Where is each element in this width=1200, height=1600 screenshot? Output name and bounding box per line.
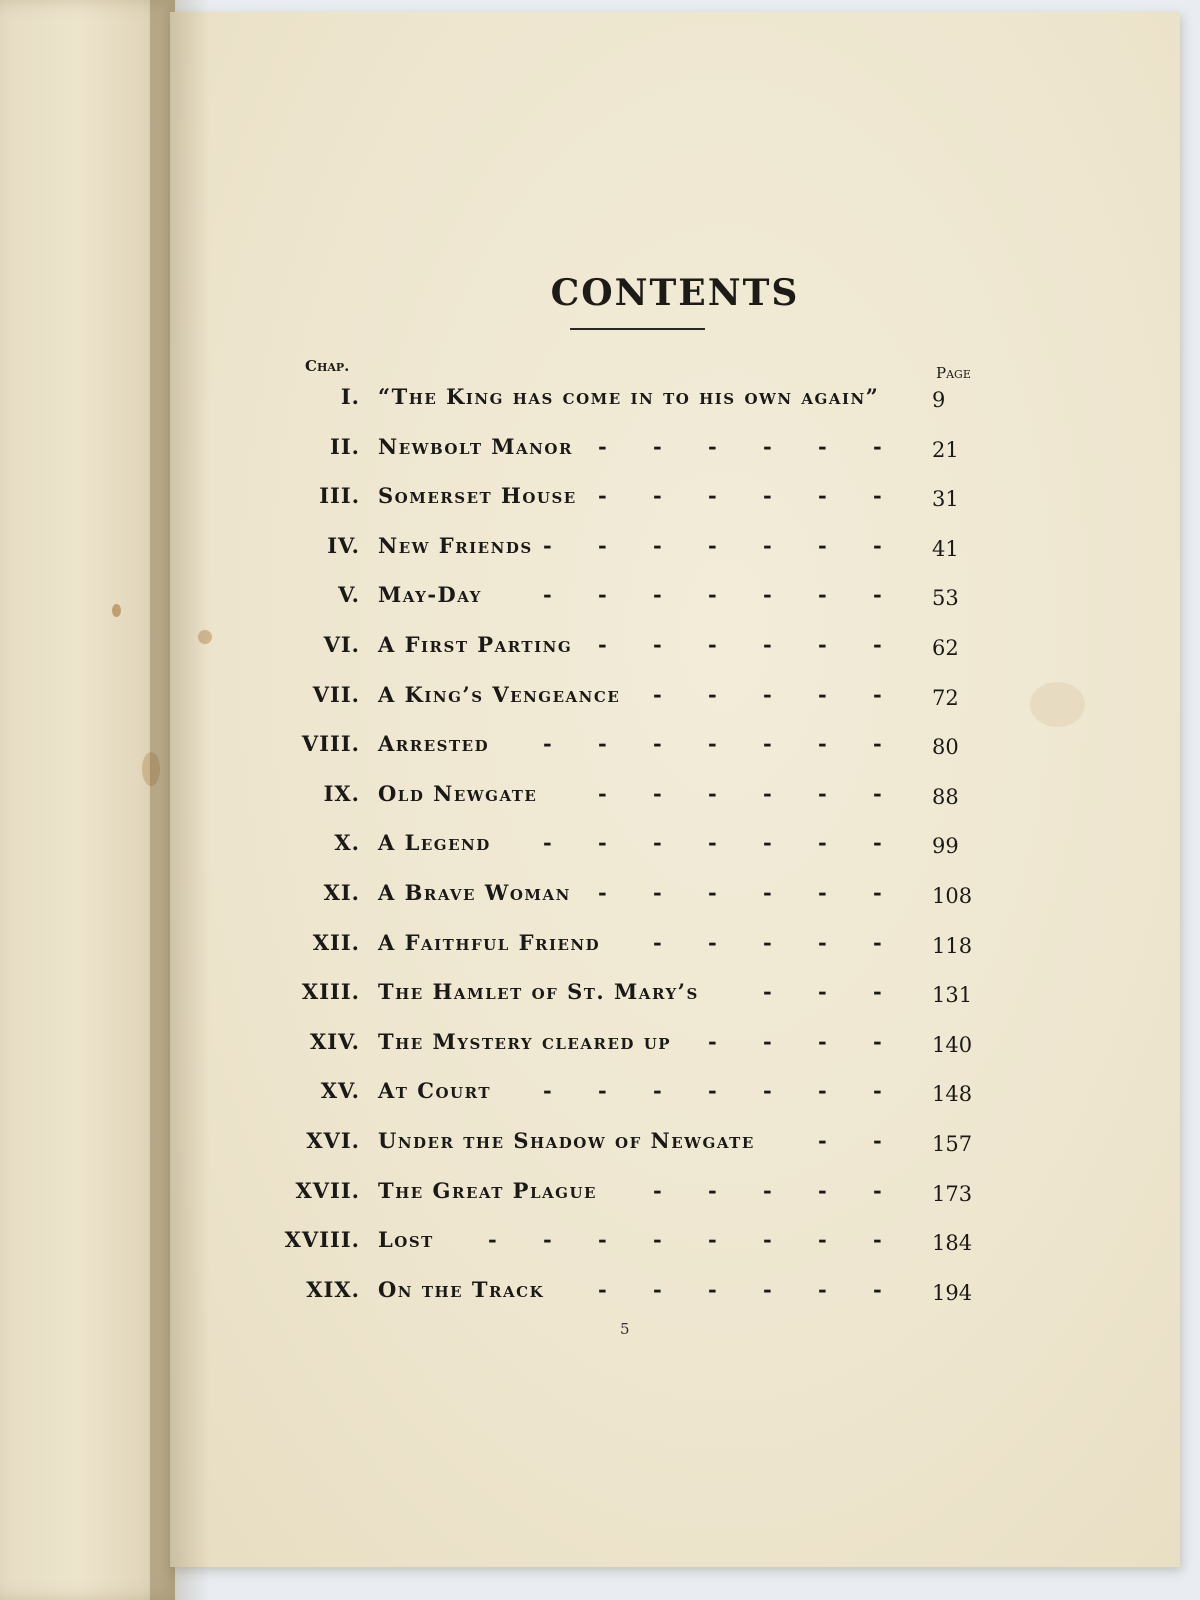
contents-row: X. A Legend 99 - - - - - - - <box>170 830 1180 880</box>
chapter-title: Somerset House <box>378 483 577 509</box>
chapter-number: XIV. <box>309 1028 360 1054</box>
chapter-page-number: 173 <box>932 1181 973 1206</box>
chapter-number: XVIII. <box>284 1227 360 1253</box>
contents-row: VIII. Arrested 80 - - - - - - - <box>170 731 1180 781</box>
chapter-page-number: 131 <box>932 983 973 1008</box>
chapter-title: The Great Plague <box>378 1177 597 1203</box>
chapter-number: XVI. <box>306 1127 360 1153</box>
chapter-title: Arrested <box>378 731 490 757</box>
chapter-title: A Legend <box>378 830 491 856</box>
book-page <box>170 12 1180 1567</box>
contents-row: IV. New Friends 41 - - - - - - - <box>170 533 1180 583</box>
chapter-title: “The King has come in to his own again” <box>378 384 880 409</box>
chapter-number: VIII. <box>301 731 360 757</box>
chapter-number: VI. <box>323 631 360 657</box>
foxing-spot <box>112 604 121 617</box>
chapter-page-number: 9 <box>932 388 946 412</box>
chapter-page-number: 62 <box>932 635 959 660</box>
chapter-number: III. <box>319 483 360 509</box>
chapter-title: Old Newgate <box>378 780 538 806</box>
chapter-page-number: 99 <box>932 834 959 859</box>
contents-row: VII. A King’s Vengeance 72 - - - - - <box>170 682 1180 732</box>
chapter-page-number: 148 <box>932 1082 973 1107</box>
chapter-title: A Faithful Friend <box>378 929 601 955</box>
chapter-title: Newbolt Manor <box>378 433 573 459</box>
chapter-number: V. <box>338 582 360 608</box>
contents-row: V. May-Day 53 - - - - - - - <box>170 582 1180 632</box>
contents-row: XIX. On the Track 194 - - - - - - <box>170 1277 1180 1327</box>
chapter-page-number: 72 <box>932 685 959 710</box>
chapter-page-number: 118 <box>932 933 973 958</box>
chapter-page-number: 194 <box>932 1280 973 1305</box>
chapter-number: XIII. <box>301 979 360 1005</box>
chapter-page-number: 21 <box>932 437 959 462</box>
chapter-page-number: 53 <box>932 586 959 611</box>
chapter-page-number: 157 <box>932 1131 973 1156</box>
contents-list <box>170 384 1180 1326</box>
page-number: 5 <box>620 1320 630 1338</box>
page-title: CONTENTS <box>550 272 800 315</box>
chapter-title: May-Day <box>378 582 482 608</box>
contents-row: XII. A Faithful Friend 118 - - - - - <box>170 930 1180 980</box>
contents-row <box>170 384 1180 434</box>
chapter-number: VII. <box>312 681 360 707</box>
contents-row: XI. A Brave Woman 108 - - - - - - <box>170 880 1180 930</box>
left-page-edge <box>0 0 175 1600</box>
chapter-page-number: 184 <box>932 1231 973 1256</box>
chapter-number: XI. <box>323 879 360 905</box>
chapter-page-number: 140 <box>932 1032 973 1057</box>
chapter-title: Under the Shadow of Newgate <box>378 1127 755 1153</box>
chapter-title: The Hamlet of St. Mary’s <box>378 979 699 1005</box>
title-rule <box>570 328 705 330</box>
chapter-title: Lost <box>378 1227 434 1253</box>
chapter-number: I. <box>340 384 360 409</box>
chapter-number: X. <box>334 830 360 856</box>
chapter-number: XVII. <box>295 1177 360 1203</box>
chapter-number: XV. <box>320 1078 360 1104</box>
chapter-title: A First Parting <box>378 631 573 657</box>
chapter-page-number: 41 <box>932 536 959 561</box>
page-column-header: Page <box>936 364 971 382</box>
chapter-title: New Friends <box>378 532 533 558</box>
chap-column-header: Chap. <box>305 357 350 375</box>
contents-row: XVIII. Lost 184 - - - - - - - - <box>170 1227 1180 1277</box>
contents-row: XVII. The Great Plague 173 - - - - - <box>170 1178 1180 1228</box>
chapter-title: The Mystery cleared up <box>378 1028 672 1054</box>
contents-row: II. Newbolt Manor 21 - - - - - - <box>170 434 1180 484</box>
chapter-number: XII. <box>312 929 360 955</box>
chapter-page-number: 80 <box>932 735 959 760</box>
chapter-title: On the Track <box>378 1276 545 1302</box>
chapter-page-number: 88 <box>932 784 959 809</box>
contents-row: IX. Old Newgate 88 - - - - - - <box>170 781 1180 831</box>
contents-row: XIV. The Mystery cleared up 140 - - - - <box>170 1029 1180 1079</box>
chapter-page-number: 108 <box>932 883 973 908</box>
gutter-shadow <box>150 0 210 1600</box>
chapter-number: XIX. <box>306 1276 360 1302</box>
contents-row: III. Somerset House 31 - - - - - - <box>170 483 1180 533</box>
chapter-number: IV. <box>327 532 360 558</box>
chapter-number: IX. <box>323 780 360 806</box>
chapter-title: A King’s Vengeance <box>378 681 621 707</box>
chapter-title: A Brave Woman <box>378 879 571 905</box>
contents-row: XV. At Court 148 - - - - - - - <box>170 1078 1180 1128</box>
contents-row: VI. A First Parting 62 - - - - - - <box>170 632 1180 682</box>
contents-row: XIII. The Hamlet of St. Mary’s 131 - - - <box>170 979 1180 1029</box>
contents-row: XVI. Under the Shadow of Newgate 157 - - <box>170 1128 1180 1178</box>
chapter-page-number: 31 <box>932 487 959 512</box>
chapter-number: II. <box>330 433 360 459</box>
chapter-title: At Court <box>378 1078 491 1104</box>
